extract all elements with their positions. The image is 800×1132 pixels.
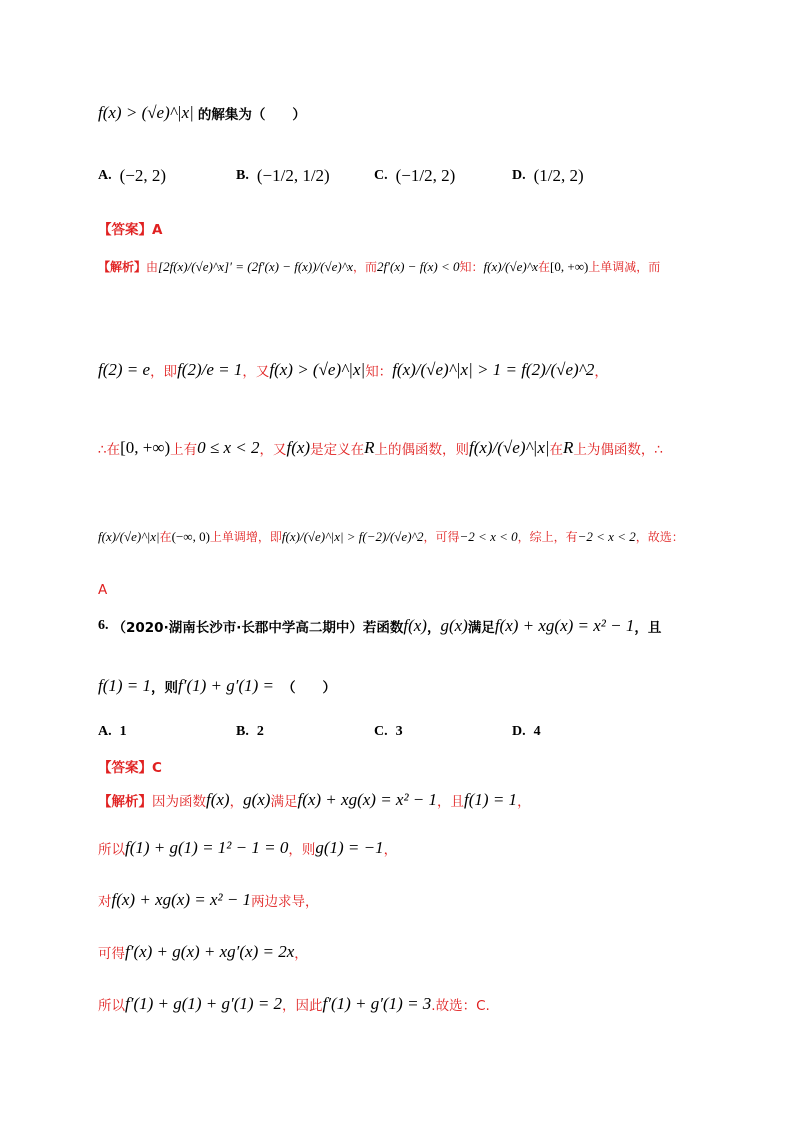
q5-analysis-line2	[98, 360, 608, 380]
text: 在	[538, 260, 551, 274]
math-f: f(x)	[403, 616, 427, 635]
math-f2: f(2) = e	[98, 360, 151, 379]
math-function: f(x)/(√e)^|x|	[98, 528, 160, 544]
text: 在	[159, 530, 172, 544]
analysis-tag: 【解析】	[98, 794, 152, 810]
q5-option-a[interactable]	[98, 166, 166, 186]
math-R: R	[563, 438, 574, 457]
text: 由	[146, 260, 159, 274]
math-condition: f(1) = 1	[464, 790, 518, 809]
math-ask: f′(1) + g′(1) =	[178, 676, 275, 695]
text: 两边求导，	[251, 894, 319, 910]
math-f: f(x)	[206, 790, 230, 809]
text: ，	[383, 842, 398, 858]
text: ，	[294, 946, 308, 962]
text: ，且	[437, 794, 465, 810]
math-result: g(1) = −1	[315, 838, 384, 857]
q5-analysis-line4	[98, 528, 684, 545]
math-g: g(x)	[440, 616, 468, 635]
q6-option-a[interactable]	[98, 724, 127, 740]
math-equation: f(x) + xg(x) = x² − 1	[111, 890, 252, 909]
q5-option-c[interactable]	[374, 166, 455, 186]
q5-final-choice: A	[98, 582, 108, 598]
math-R: R	[364, 438, 375, 457]
q6-analysis-line5	[98, 994, 490, 1014]
q5-analysis-line1	[98, 258, 660, 275]
text: ，可得	[423, 530, 460, 544]
q5-analysis-line3	[98, 438, 663, 458]
text: 上的偶函数，则	[374, 442, 469, 458]
option-label: D.	[512, 168, 526, 183]
option-value: (−2, 2)	[119, 166, 167, 185]
text: ，又	[242, 364, 270, 380]
text: ，而	[353, 260, 378, 274]
text: 知：	[365, 364, 393, 380]
option-value: 3	[395, 724, 403, 739]
text: 满足	[467, 620, 495, 636]
q6-option-c[interactable]	[374, 724, 403, 740]
math-result: f′(1) + g′(1) = 3	[322, 994, 432, 1013]
text: ，	[229, 794, 244, 810]
q6-analysis-line3	[98, 890, 319, 910]
math-g: g(x)	[243, 790, 271, 809]
math-interval: [0, +∞)	[550, 258, 589, 274]
text: ，	[594, 364, 608, 380]
text: 知：	[459, 260, 484, 274]
q5-answer: 【答案】A	[98, 222, 163, 238]
math-function: f(x)/(√e)^|x|	[468, 438, 550, 457]
q5-stem-text: 的解集为（ ）	[197, 107, 306, 123]
math-equation: f(1) + g(1) = 1² − 1 = 0	[125, 838, 289, 857]
option-value: 4	[533, 724, 541, 739]
q5-option-b[interactable]	[236, 166, 330, 186]
text: 在	[549, 442, 564, 458]
q5-stem-math: f(x) > (√e)^|x|	[98, 103, 194, 122]
q6-option-d[interactable]	[512, 724, 541, 740]
option-value: 2	[256, 724, 264, 739]
text: ，即	[150, 364, 178, 380]
math-equation: f(x) + xg(x) = x² − 1	[494, 616, 635, 635]
option-value: 1	[119, 724, 127, 739]
q5-option-d[interactable]	[512, 166, 584, 186]
q6-stem-line2	[98, 676, 336, 696]
analysis-tag: 【解析】	[98, 260, 147, 274]
math-interval: (−∞, 0)	[171, 528, 210, 544]
text: 是定义在	[310, 442, 365, 458]
question-number: 6.	[98, 618, 109, 633]
text: ，且	[634, 620, 662, 636]
option-value: (−1/2, 2)	[395, 166, 456, 185]
text: ，因此	[282, 998, 323, 1014]
text: ，则	[288, 842, 316, 858]
option-label: B.	[236, 724, 249, 739]
question-source: （2020·湖南长沙市·长郡中学高二期中）若函数	[112, 620, 404, 636]
q6-stem	[98, 616, 661, 636]
option-label: B.	[236, 168, 249, 183]
option-label: C.	[374, 724, 388, 739]
text: ，则	[151, 680, 179, 696]
math-condition: 2f′(x) − f(x) < 0	[377, 258, 460, 274]
text: （ ）	[282, 680, 337, 696]
q6-analysis-line2	[98, 838, 397, 858]
math-interval: [0, +∞)	[120, 438, 171, 457]
text: 所以	[98, 998, 125, 1014]
text: 可得	[98, 946, 125, 962]
math-derivative: [2f(x)/(√e)^x]′ = (2f′(x) − f(x))/(√e)^x	[158, 258, 354, 274]
text: 所以	[98, 842, 125, 858]
text: 上为偶函数，∴	[573, 442, 664, 458]
math-condition: f(1) = 1	[98, 676, 152, 695]
math-ratio: f(2)/e = 1	[177, 360, 243, 379]
option-value: (−1/2, 1/2)	[256, 166, 330, 185]
text: 对	[98, 894, 112, 910]
text: ，故选：	[635, 530, 684, 544]
math-chain: f(x)/(√e)^|x| > 1 = f(2)/(√e)^2	[392, 360, 595, 379]
math-fx: f(x)	[286, 438, 311, 457]
math-inequality: f(x) > (√e)^|x|	[269, 360, 366, 379]
text: ，综上，有	[517, 530, 578, 544]
math-inequality: f(x)/(√e)^|x| > f(−2)/(√e)^2	[281, 528, 424, 544]
math-range: 0 ≤ x < 2	[197, 438, 260, 457]
text: ，又	[259, 442, 287, 458]
q6-analysis-line4	[98, 942, 308, 962]
option-label: C.	[374, 168, 388, 183]
text: 上单调减，而	[588, 260, 661, 274]
text: 上有	[170, 442, 198, 458]
math-function: f(x)/(√e)^x	[483, 258, 539, 274]
q6-option-b[interactable]	[236, 724, 264, 740]
math-range: −2 < x < 0	[459, 528, 518, 544]
text: ，	[517, 794, 531, 810]
option-label: D.	[512, 724, 526, 739]
option-value: (1/2, 2)	[533, 166, 584, 185]
option-label: A.	[98, 724, 112, 739]
text: .故选：C.	[431, 998, 490, 1014]
q6-analysis-line1	[98, 790, 531, 810]
q5-stem	[98, 103, 306, 123]
text: ，	[426, 620, 441, 636]
math-equation: f(x) + xg(x) = x² − 1	[297, 790, 438, 809]
text: 因为函数	[152, 794, 206, 810]
text: ∴在	[98, 442, 121, 458]
option-label: A.	[98, 168, 112, 183]
math-equation: f′(x) + g(x) + xg′(x) = 2x	[125, 942, 295, 961]
text: 满足	[270, 794, 298, 810]
math-equation: f′(1) + g(1) + g′(1) = 2	[125, 994, 283, 1013]
math-range: −2 < x < 2	[577, 528, 636, 544]
q6-answer: 【答案】C	[98, 760, 162, 776]
text: 上单调增，即	[209, 530, 282, 544]
